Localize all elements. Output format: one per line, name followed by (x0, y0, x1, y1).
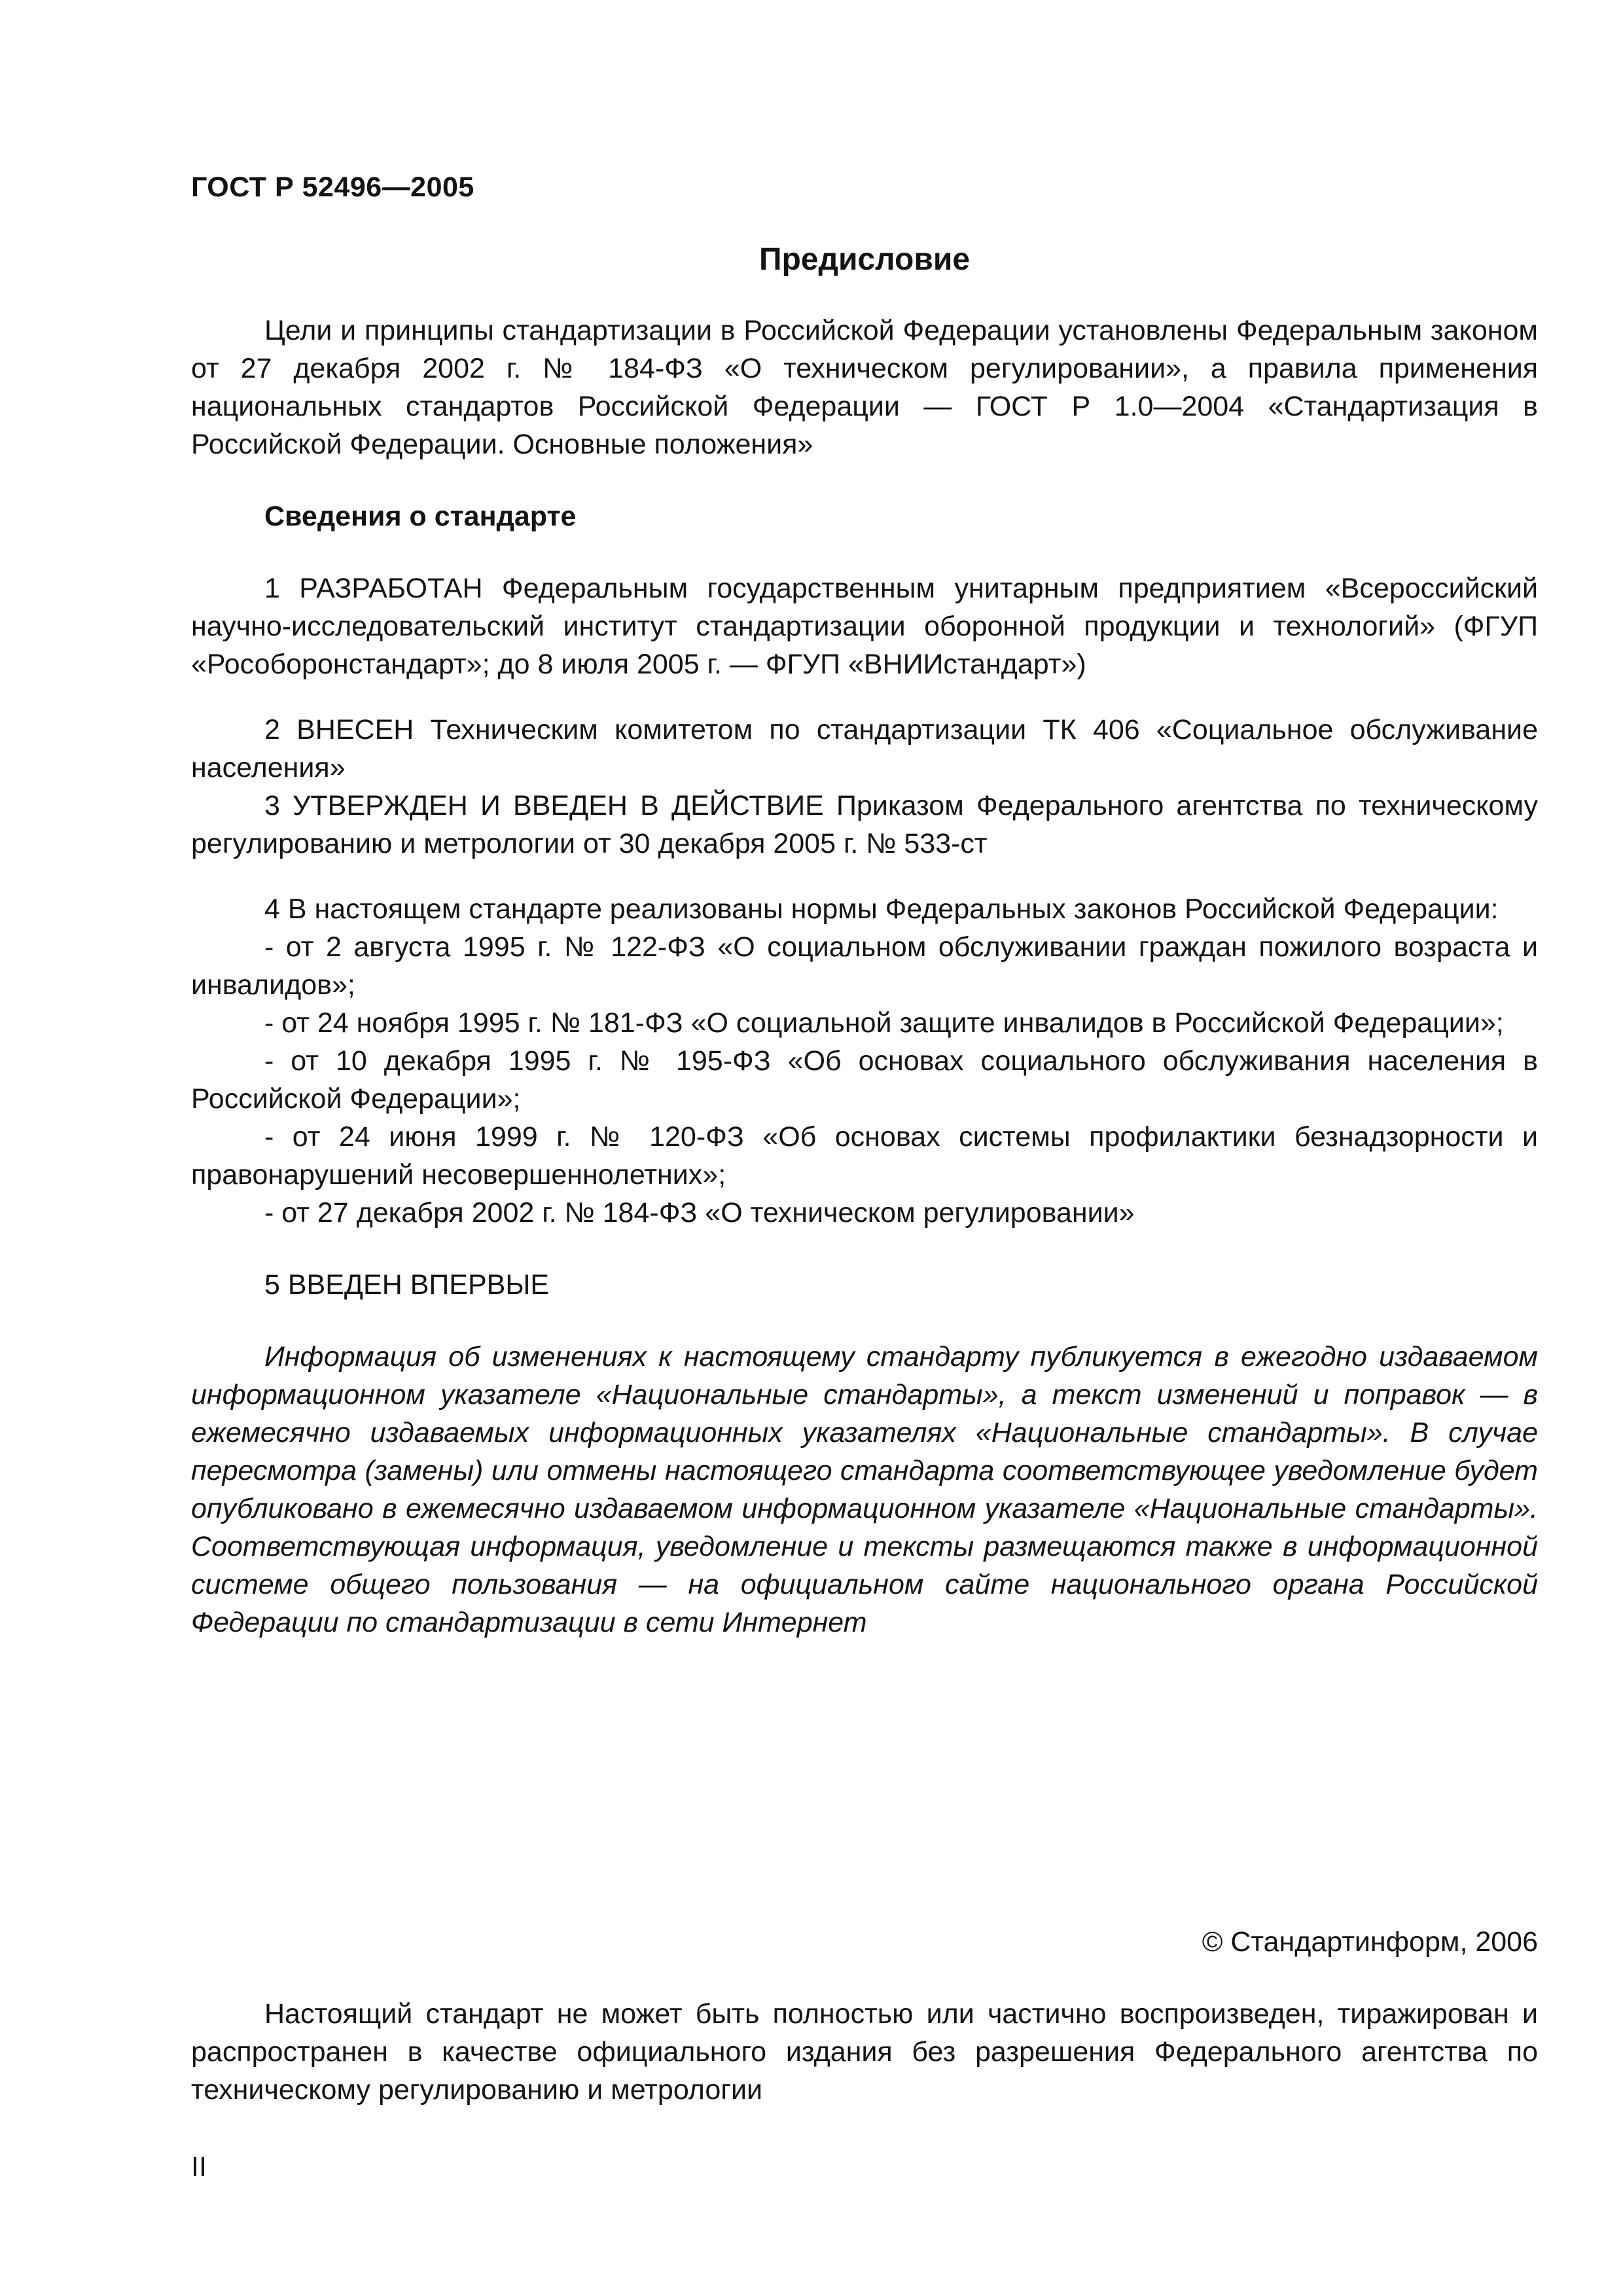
page-number: II (191, 2151, 207, 2183)
doc-number: ГОСТ Р 52496—2005 (191, 171, 474, 203)
amendment-note: Информация об изменениях к настоящему стандарту публикуется в ежегодно издаваемом информационном указателе «Национальные стандарты», а текст изменений и поправок — в ежемесячно издаваемых информационных указателях «Национальные стандарты». В случае пересмотра (замены) или отмены настоящего стандарта соответствующее уведомление будет опубликовано в ежемесячно издаваемом информационном указателе «Национальные стандарты». Соответствующая информация, уведомление и тексты размещаются также в информационной системе общего пользования — на официальном сайте национального органа Российской Федерации по стандартизации в сети Интернет (191, 1341, 1538, 1638)
law-item: - от 2 августа 1995 г. № 122-ФЗ «О социальном обслуживании граждан пожилого возраста и инвалидов»; (191, 931, 1538, 1001)
item-first-edition: 5 ВВЕДЕН ВПЕРВЫЕ (264, 1269, 550, 1300)
section-heading: Сведения о стандарте (264, 501, 577, 532)
law-item: - от 10 декабря 1995 г. № 195-ФЗ «Об основах социального обслуживания населения в Российской Федерации»; (191, 1045, 1538, 1115)
item-approved: 3 УТВЕРЖДЕН И ВВЕДЕН В ДЕЙСТВИЕ Приказом Федерального агентства по техническому регулированию и метрологии от 30 декабря 2005 г. № 533-ст (191, 790, 1538, 859)
law-item: - от 24 ноября 1995 г. № 181-ФЗ «О социальной защите инвалидов в Российской Федерации»; (264, 1007, 1504, 1039)
law-item: - от 24 июня 1999 г. № 120-ФЗ «Об основах системы профилактики безнадзорности и правонарушений несовершеннолетних»; (191, 1121, 1538, 1191)
copyright-line: © Стандартинформ, 2006 (1202, 1926, 1538, 1958)
page-content (191, 171, 1538, 1641)
law-item: - от 27 декабря 2002 г. № 184-ФЗ «О техническом регулировании» (264, 1197, 1135, 1229)
intro-paragraph: Цели и принципы стандартизации в Российской Федерации установлены Федеральным законом от 27 декабря 2002 г. № 184-ФЗ «О техническом регулировании», а правила применения национальных стандартов Российской Федерации — ГОСТ Р 1.0—2004 «Стандартизация в Российской Федерации. Основные положения» (191, 315, 1538, 460)
reproduction-note: Настоящий стандарт не может быть полностью или частично воспроизведен, тиражирован и распространен в качестве официального издания без разрешения Федерального агентства по техническому регулированию и метрологии (191, 1998, 1538, 2106)
page-footer (191, 1923, 1538, 2186)
item-submitted: 2 ВНЕСЕН Техническим комитетом по стандартизации ТК 406 «Социальное обслуживание населения» (191, 714, 1538, 783)
page-title: Предисловие (758, 242, 971, 277)
item-developed: 1 РАЗРАБОТАН Федеральным государственным унитарным предприятием «Всероссийский научно-исследовательский институт стандартизации оборонной продукции и технологий» (ФГУП «Рособоронстандарт»; до 8 июля 2005 г. — ФГУП «ВНИИстандарт») (191, 573, 1538, 680)
item-laws-intro: 4 В настоящем стандарте реализованы нормы Федеральных законов Российской Федерации: (264, 893, 1499, 925)
